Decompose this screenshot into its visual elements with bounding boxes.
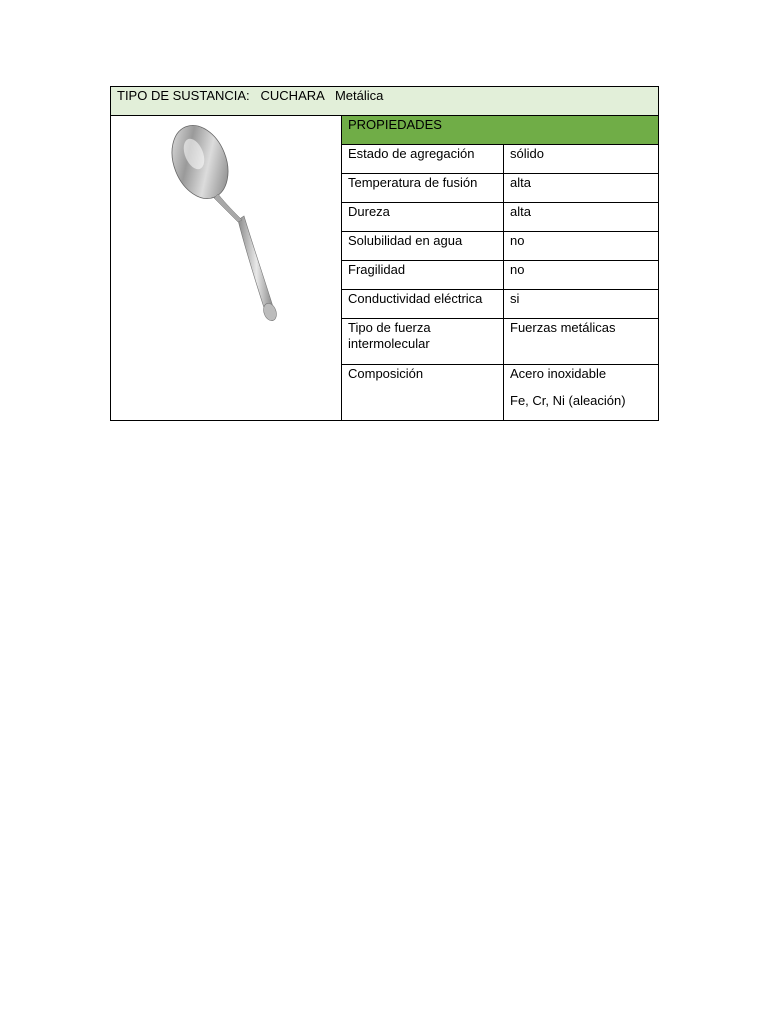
title-substance: CUCHARA: [260, 88, 325, 103]
property-value: alta: [504, 174, 659, 203]
property-value: no: [504, 232, 659, 261]
property-name: Solubilidad en agua: [342, 232, 504, 261]
title-cell: [111, 87, 659, 116]
property-value: alta: [504, 203, 659, 232]
property-value: no: [504, 261, 659, 290]
substance-table: [110, 86, 659, 421]
property-name: Estado de agregación: [342, 145, 504, 174]
title-kind: Metálica: [334, 88, 384, 103]
property-name: Composición: [342, 365, 504, 421]
property-name: Conductividad eléctrica: [342, 290, 504, 319]
properties-header: PROPIEDADES: [342, 116, 659, 145]
property-value: Fuerzas metálicas: [504, 319, 659, 365]
property-value: sólido: [504, 145, 659, 174]
property-name: Dureza: [342, 203, 504, 232]
composition-line2: Fe, Cr, Ni (aleación): [510, 393, 626, 408]
property-name: Temperatura de fusión: [342, 174, 504, 203]
image-cell: [111, 116, 342, 421]
title-label: TIPO DE SUSTANCIA:: [117, 88, 250, 103]
composition-line1: Acero inoxidable: [510, 366, 607, 381]
spoon-photo-icon: [166, 124, 286, 324]
property-name: Tipo de fuerza intermolecular: [342, 319, 504, 365]
property-value: [504, 365, 659, 421]
property-value: si: [504, 290, 659, 319]
property-name: Fragilidad: [342, 261, 504, 290]
